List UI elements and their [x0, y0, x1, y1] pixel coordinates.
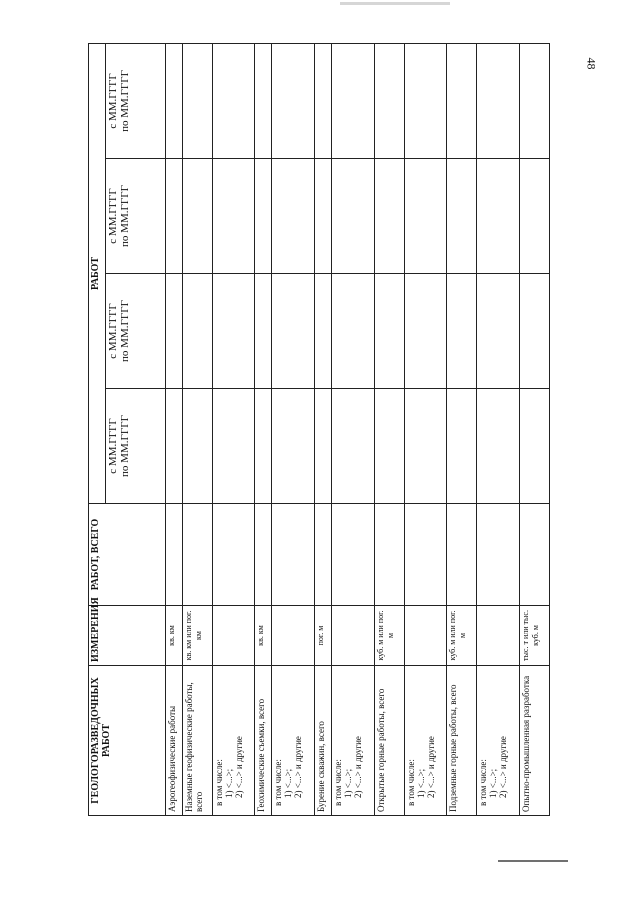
scan-artifact-top: [340, 2, 450, 5]
header-works-group: РАБОТ: [89, 43, 106, 503]
rotated-sheet: [88, 44, 550, 816]
header-total: РАБОТ, ВСЕГО: [89, 504, 166, 606]
table-row: Бурение скважин, всего пог. м: [315, 43, 332, 815]
table-row: Геохимические съемки, всего кв. км: [255, 43, 272, 815]
page-number: 48: [584, 57, 599, 70]
header-period-2: с ММ.ГГГГ по ММ.ГГГГ: [106, 274, 166, 389]
table-row: Аэрогеофизические работы кв. км: [166, 43, 183, 815]
table-row: Наземные геофизические работы, всего кв. км или пог. км: [182, 43, 212, 815]
table-row: в том числе: 1) <...>; 2) <...> и другие: [404, 43, 447, 815]
table-row: Подземные горные работы, всего куб. м или пог. м: [447, 43, 477, 815]
works-table: [88, 43, 550, 816]
table-row: в том числе: 1) <...>; 2) <...> и другие: [272, 43, 315, 815]
table-row: Открытые горные работы, всего куб. м или пог. м: [374, 43, 404, 815]
header-period-4: с ММ.ГГГГ по ММ.ГГГГ: [106, 43, 166, 158]
table-container: [88, 44, 550, 816]
table-row: в том числе: 1) <...>; 2) <...> и другие: [212, 43, 255, 815]
scan-artifact-bottom: [498, 860, 568, 862]
header-works-type: ГЕОЛОГОРАЗВЕДОЧНЫХ РАБОТ: [89, 666, 166, 816]
table-row: в том числе: 1) <...>; 2) <...> и другие: [332, 43, 375, 815]
table-row: в том числе: 1) <...>; 2) <...> и другие: [477, 43, 520, 815]
header-period-1: с ММ.ГГГГ по ММ.ГГГГ: [106, 389, 166, 504]
header-units: ИЗМЕРЕНИЯ: [89, 606, 166, 666]
table-row: Опытно-промышленная разработка тыс. т или тыс. куб. м: [520, 43, 550, 815]
header-period-3: с ММ.ГГГГ по ММ.ГГГГ: [106, 159, 166, 274]
